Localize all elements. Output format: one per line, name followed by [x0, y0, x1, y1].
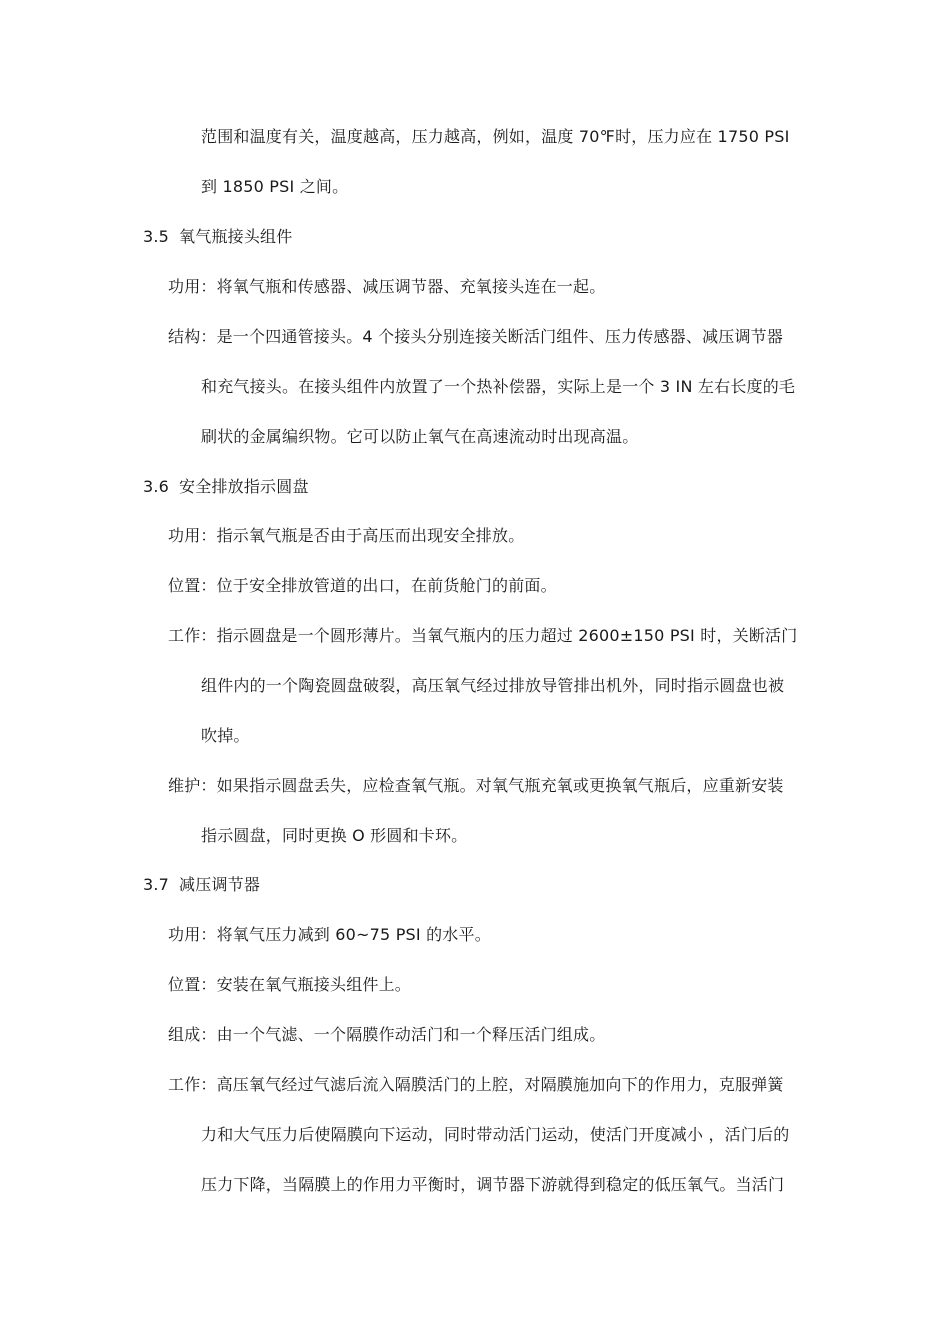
s35-structure-line-1: 结构：是一个四通管接头。4 个接头分别连接关断活门组件、压力传感器、减压调节器	[168, 327, 784, 346]
s37-work-line-3: 压力下降，当隔膜上的作用力平衡时，调节器下游就得到稳定的低压氧气。当活门	[201, 1175, 785, 1194]
s36-function: 功用：指示氧气瓶是否由于高压而出现安全排放。	[168, 526, 525, 545]
intro-line-1: 范围和温度有关，温度越高，压力越高，例如，温度 70℉时，压力应在 1750 PSI	[201, 127, 790, 146]
s35-structure-line-3: 刷状的金属编织物。它可以防止氧气在高速流动时出现高温。	[201, 427, 639, 446]
section-number: 3.6	[143, 477, 170, 496]
intro-line-2: 到 1850 PSI 之间。	[201, 177, 349, 196]
section-title: 氧气瓶接头组件	[179, 227, 293, 246]
s36-location: 位置：位于安全排放管道的出口，在前货舱门的前面。	[168, 576, 557, 595]
s37-work-line-2: 力和大气压力后使隔膜向下运动，同时带动活门运动，使活门开度减小 ，活门后的	[201, 1125, 790, 1144]
section-number: 3.7	[143, 875, 170, 894]
s37-location: 位置：安装在氧气瓶接头组件上。	[168, 975, 412, 994]
s36-maintenance-line-2: 指示圆盘，同时更换 O 形圆和卡环。	[201, 826, 468, 845]
s36-work-line-2: 组件内的一个陶瓷圆盘破裂，高压氧气经过排放导管排出机外，同时指示圆盘也被	[201, 676, 785, 695]
s36-work-line-1: 工作：指示圆盘是一个圆形薄片。当氧气瓶内的压力超过 2600±150 PSI 时，关断活门	[168, 626, 798, 645]
s36-maintenance-line-1: 维护：如果指示圆盘丢失，应检查氧气瓶。对氧气瓶充氧或更换氧气瓶后，应重新安装	[168, 776, 784, 795]
s37-function: 功用：将氧气压力减到 60~75 PSI 的水平。	[168, 925, 491, 944]
s37-work-line-1: 工作：高压氧气经过气滤后流入隔膜活门的上腔，对隔膜施加向下的作用力，克服弹簧	[168, 1075, 784, 1094]
section-3-6-heading	[143, 477, 309, 497]
section-3-7-heading	[143, 875, 260, 895]
s35-function: 功用：将氧气瓶和传感器、减压调节器、充氧接头连在一起。	[168, 277, 606, 296]
section-title: 安全排放指示圆盘	[179, 477, 309, 496]
section-title: 减压调节器	[179, 875, 261, 894]
s35-structure-line-2: 和充气接头。在接头组件内放置了一个热补偿器，实际上是一个 3 IN 左右长度的毛	[201, 377, 796, 396]
s36-work-line-3: 吹掉。	[201, 726, 250, 745]
s37-composition: 组成：由一个气滤、一个隔膜作动活门和一个释压活门组成。	[168, 1025, 606, 1044]
section-number: 3.5	[143, 227, 170, 246]
section-3-5-heading	[143, 227, 292, 247]
